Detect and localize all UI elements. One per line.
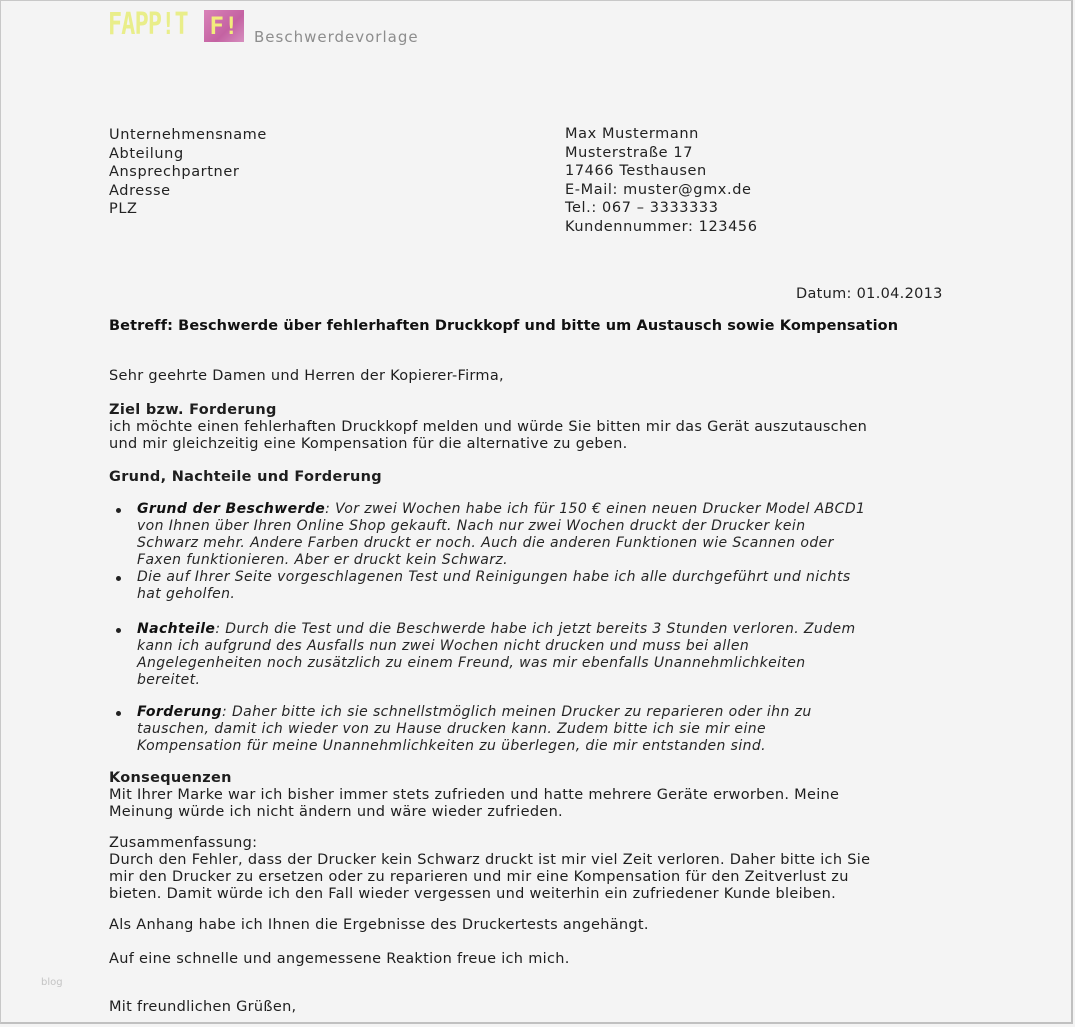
closing-greeting: Mit freundlichen Grüßen, <box>109 999 297 1015</box>
section-goal <box>109 402 969 453</box>
bullet-text: Angelegenheiten noch zusätzlich zu einem Freund, was mir ebenfalls Unannehmlichkeiten <box>137 655 806 671</box>
bullet-text: tauschen, damit ich wieder von zu Hause drucken kann. Zudem bitte ich sie mir eine <box>137 721 767 737</box>
bullet-list <box>115 501 955 603</box>
bullet-text: von Ihnen über Ihren Online Shop gekauft. Nach nur zwei Wochen druckt der Drucker kein <box>137 518 806 534</box>
goal-line: ich möchte einen fehlerhaften Druckkopf melden und würde Sie bitten mir das Gerät auszutauschen <box>109 419 868 435</box>
bullet-list <box>115 704 955 755</box>
bullet-demand <box>115 704 955 755</box>
bullet-text: : Vor zwei Wochen habe ich für 150 € einen neuen Drucker Model ABCD1 <box>325 501 866 517</box>
section-heading-reasons: Grund, Nachteile und Forderung <box>109 469 382 485</box>
sender-email: E-Mail: muster@gmx.de <box>565 181 752 198</box>
bullet-text: : Durch die Test und die Beschwerde habe ich jetzt bereits 3 Stunden verloren. Zudem <box>215 621 856 637</box>
attachment-note: Als Anhang habe ich Ihnen die Ergebnisse des Druckertests angehängt. <box>109 917 649 933</box>
brand-logo-badge: F! <box>204 10 244 42</box>
bullet-text: Schwarz mehr. Andere Farben druckt er noch. Auch die anderen Funktionen wie Scannen oder <box>137 535 834 551</box>
section-summary <box>109 835 969 903</box>
bullet-text: kann ich aufgrund des Ausfalls nun zwei Wochen nicht drucken und muss bei allen <box>137 638 750 654</box>
recipient-contact: Ansprechpartner <box>109 164 240 180</box>
document-type-label: Beschwerdevorlage <box>254 28 419 46</box>
letter-date: Datum: 01.04.2013 <box>796 286 943 302</box>
bullet-text: Kompensation für meine Unannehmlichkeiten zu überlegen, die mir entstanden sind. <box>137 738 767 754</box>
bullet-disadvantages <box>115 621 955 689</box>
bullet-reason <box>115 501 955 569</box>
bullet-lead: Nachteile <box>137 621 216 637</box>
bullet-lead: Grund der Beschwerde <box>137 501 326 517</box>
bullet-tests-done <box>115 569 955 603</box>
letter-subject: Betreff: Beschwerde über fehlerhaften Druckkopf und bitte um Austausch sowie Kompensation <box>109 318 899 334</box>
sender-address <box>565 125 758 236</box>
brand-logo-text: FAPP!T <box>108 7 188 42</box>
bullet-lead: Forderung <box>137 704 222 720</box>
recipient-zip: PLZ <box>109 201 138 217</box>
section-heading-goal: Ziel bzw. Forderung <box>109 402 277 418</box>
sender-customer-number: Kundennummer: 123456 <box>565 218 758 235</box>
bullet-text: hat geholfen. <box>137 586 236 602</box>
bullet-list <box>115 621 955 689</box>
section-heading-consequences: Konsequenzen <box>109 770 232 786</box>
bullet-text: bereitet. <box>137 672 201 688</box>
sender-name: Max Mustermann <box>565 126 699 142</box>
salutation: Sehr geehrte Damen und Herren der Kopierer-Firma, <box>109 368 504 384</box>
consequences-line: Mit Ihrer Marke war ich bisher immer stets zufrieden und hatte mehrere Geräte erworben. Meine <box>109 787 840 803</box>
summary-line: mir den Drucker zu ersetzen oder zu reparieren und mir eine Kompensation für den Zeitverlust zu <box>109 869 849 885</box>
section-consequences <box>109 770 969 821</box>
sender-city: 17466 Testhausen <box>565 163 707 179</box>
recipient-department: Abteilung <box>109 145 184 162</box>
sender-street: Musterstraße 17 <box>565 144 694 161</box>
recipient-company: Unternehmensname <box>109 127 267 143</box>
bullet-text: Die auf Ihrer Seite vorgeschlagenen Test und Reinigungen habe ich alle durchgeführt und nichts <box>137 569 851 585</box>
recipient-address <box>109 126 267 219</box>
watermark: blog <box>41 977 63 988</box>
section-heading-summary: Zusammenfassung: <box>109 835 258 851</box>
bullet-text: : Daher bitte ich sie schnellstmöglich meinen Drucker zu reparieren oder ihn zu <box>221 704 812 720</box>
closing-request: Auf eine schnelle und angemessene Reaktion freue ich mich. <box>109 951 570 967</box>
goal-line: und mir gleichzeitig eine Kompensation für die alternative zu geben. <box>109 436 628 452</box>
summary-line: Durch den Fehler, dass der Drucker kein Schwarz druckt ist mir viel Zeit verloren. Daher bitte ich Sie <box>109 852 871 868</box>
bullet-text: Faxen funktionieren. Aber er druckt kein Schwarz. <box>137 552 509 568</box>
consequences-line: Meinung würde ich nicht ändern und wäre wieder zufrieden. <box>109 804 563 820</box>
sender-phone: Tel.: 067 – 3333333 <box>565 200 719 216</box>
recipient-street: Adresse <box>109 182 171 199</box>
summary-line: bieten. Damit würde ich den Fall wieder vergessen und weiterhin ein zufriedener Kunde bleiben. <box>109 886 837 902</box>
